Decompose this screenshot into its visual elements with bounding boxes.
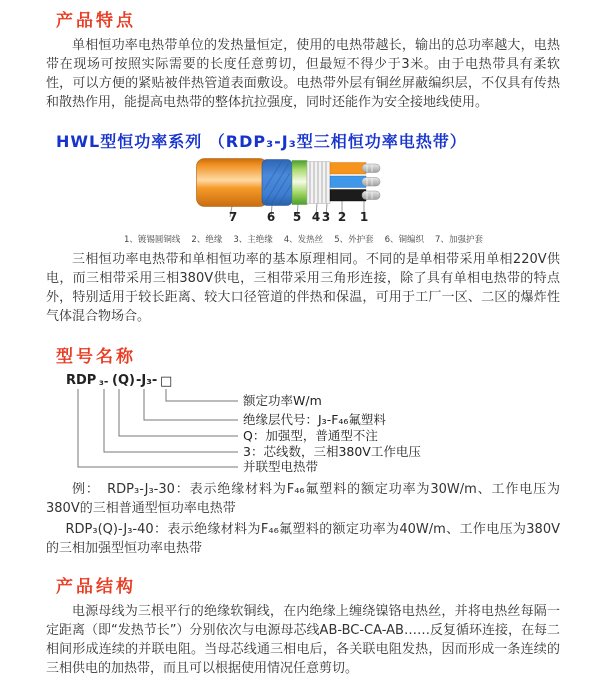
- model-label-reinforced: Q：加强型，普通型不注: [243, 428, 378, 443]
- model-label-cores: 3：芯线数，三相380V工作电压: [243, 444, 421, 459]
- section-title-structure: 产品结构: [56, 577, 136, 597]
- layer-outer-jacket: [292, 161, 307, 205]
- tinned-copper-tips: [362, 164, 380, 200]
- model-token-box: □: [160, 374, 173, 389]
- model-label-insulation: 绝缘层代号：J₃-F₄₆氟塑料: [243, 412, 386, 427]
- model-label-rated-power: 额定功率W/m: [243, 393, 322, 408]
- callout-number-4: 4: [311, 210, 321, 224]
- core-blue: [330, 176, 366, 188]
- caption-item: 4、发热丝: [283, 235, 324, 245]
- features-paragraph: 单相恒功率电热带单位的发热量恒定，使用的电热带越长，输出的总功率越大，电热带在现场可按照实际需要的长度任意剪切，但最短不得少于3米。由于电热带具有柔软性，可以方便的紧贴被伴热管道表面敷设。电热带外层有铜丝屏蔽编织层，不仅具有传热和散热作用，能提高电热带的整体抗拉强度，同时还能作为安全接地线使用。: [46, 38, 560, 110]
- structure-paragraph: 电源母线为三根平行的绝缘软铜线，在内绝缘上缠绕镍铬电热丝，并将电热丝每隔一定距离（即“发热节长”）分别依次与电源母芯线AB-BC-CA-AB……反复循环连接，在每二相间形成连续的并联电阻。当母芯线通三相电后，各关联电阻发热，因而形成一条连续的三相供电的加热带，而且可以根据使用情况任意剪切。: [46, 604, 560, 676]
- model-token-j3: -J₃-: [136, 373, 158, 388]
- model-label-parallel: 并联型电热带: [243, 459, 319, 474]
- model-example-2: RDP₃(Q)-J₃-40：表示绝缘材料为F₄₆氟塑料的额定功率为40W/m、工作电压为380V的三相加强型恒功率电热带: [46, 522, 560, 556]
- callout-number-7: 7: [228, 210, 238, 224]
- model-example-1: 例： RDP₃-J₃-30：表示绝缘材料为F₄₆氟塑料的额定功率为30W/m、工作电压为380V的三相普通型恒功率电热带: [46, 482, 560, 516]
- cable-structure-figure: [46, 158, 560, 250]
- layer-reinforced-sheath: [197, 159, 268, 207]
- section-title-features: 产品特点: [56, 11, 136, 31]
- callout-number-3: 3: [321, 210, 331, 224]
- caption-item: 6、铜编织: [384, 235, 425, 245]
- caption-item: 5、外护套: [334, 235, 374, 245]
- core-orange: [330, 163, 366, 175]
- caption-item: 7、加强护套: [435, 235, 483, 245]
- model-token-3: ₃-: [99, 375, 109, 388]
- section-title-series: HWL型恒功率系列 （RDP₃-J₃型三相恒功率电热带）: [56, 132, 467, 151]
- caption-item: 3、主绝缘: [233, 235, 273, 245]
- figure-caption: [124, 233, 560, 245]
- callout-number-5: 5: [292, 210, 302, 224]
- caption-item: 1、镀锡圆铜线: [124, 235, 181, 245]
- callout-number-2: 2: [337, 210, 347, 224]
- core-black: [330, 190, 366, 202]
- callout-number-1: 1: [359, 210, 369, 224]
- callout-number-6: 6: [266, 210, 276, 224]
- series-paragraph: 三相恒功率电热带和单相恒功率的基本原理相同。不同的是单相带采用单相220V供电，而三相带采用三相380V供电，三相带采用三角形连接，除了具有单相电热带的特点外，特别适用于较长距离、较大口径管道的伴热和保温，可用于工厂一区、二区的爆炸性气体混合物场合。: [46, 252, 560, 324]
- caption-item: 2、绝缘: [191, 235, 223, 245]
- section-title-model: 型号名称: [56, 347, 136, 367]
- model-token-rdp: RDP: [66, 373, 97, 388]
- model-token-q: (Q): [112, 373, 135, 388]
- model-number-diagram: [50, 372, 570, 478]
